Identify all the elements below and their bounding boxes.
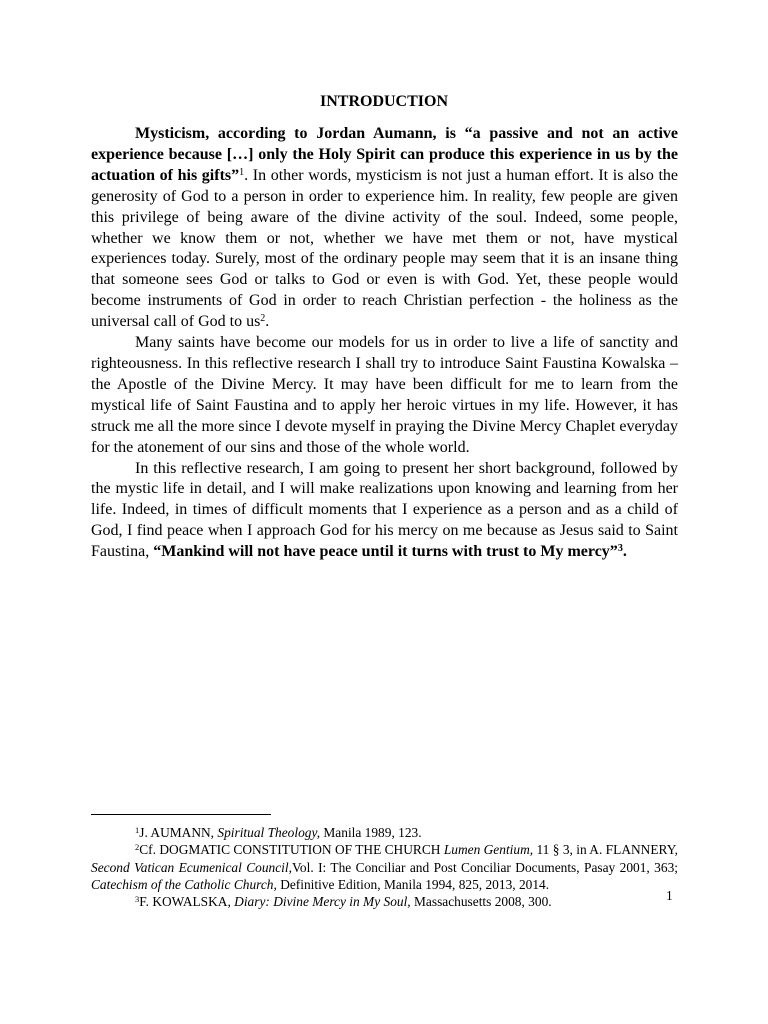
footnote-3-author: F. KOWALSKA,: [139, 894, 235, 910]
paragraph-3-text: In this reflective research, I am going to present her short background, followed by the mystic life in detail, and I will make realizations upon knowing and learning from her life. Indeed, in times of difficult moments that I experience as a person and as a child of God, I find peace when I approach God for his mercy on me because as Jesus said to Saint Faustina,: [91, 459, 678, 561]
jesus-quote: “Mankind will not have peace until it turns with trust to My mercy”: [153, 543, 618, 561]
footnote-3-work: Diary: Divine Mercy in My Soul,: [234, 894, 411, 910]
footnote-1-work: Spiritual Theology,: [217, 825, 321, 840]
paragraph-3: [91, 459, 678, 564]
body-text: [91, 124, 678, 563]
page-title: INTRODUCTION: [319, 93, 448, 110]
footnote-2-number: 2: [135, 842, 140, 853]
footnote-3-rest: Massachusetts 2008, 300.: [410, 894, 552, 910]
footnote-2-source: Cf. DOGMATIC CONSTITUTION OF THE CHURCH: [139, 842, 444, 858]
footnote-1: [91, 824, 678, 841]
paragraph-2: Many saints have become our models for us in order to live a life of sanctity and righteousness. In this reflective research I shall try to introduce Saint Faustina Kowalska – the Apostle of the Divine Mercy. It may have been difficult for me to learn from the mystical life of Saint Faustina and to apply her heroic virtues in my life. However, it has struck me all the more since I devote myself in praying the Divine Mercy Chaplet everyday for the atonement of our sins and those of the whole world.: [91, 334, 678, 456]
footnote-1-author: J. AUMANN,: [139, 825, 218, 840]
footnote-ref-2[interactable]: 2: [260, 313, 266, 325]
footnote-3-number: 3: [135, 894, 140, 905]
paragraph-1-text: . In other words, mysticism is not just a human effort. It is also the generosity of God to a person in order to experience him. In reality, few people are given this privilege of being aware of the divine activity of the soul. Indeed, some people, whether we know them or not, whether we have met them or not, have mystical experiences today. Surely, most of the ordinary people may seem that it is an insane thing that someone sees God or talks to God or even is with God. Yet, these people would become instruments of God in order to reach Christian perfection - the holiness as the universal call of God to us: [91, 166, 679, 331]
footnote-ref-3[interactable]: 3: [617, 543, 623, 555]
footnote-2: [91, 841, 678, 893]
footnote-2-council-title: Second Vatican Ecumenical Council,: [91, 859, 292, 875]
footnote-2-catechism: Catechism of the Catholic Church,: [91, 876, 277, 892]
footnote-1-rest: Manila 1989, 123.: [320, 825, 422, 840]
footnote-2-edition: Definitive Edition, Manila 1994, 825, 2013, 2014.: [276, 876, 550, 892]
footnote-2-editor: 11 § 3, in A. FLANNERY,: [533, 842, 678, 858]
footnote-separator: [91, 814, 271, 815]
footnote-2-volume: Vol. I: The Conciliar and Post Conciliar Documents, Pasay 2001, 363;: [291, 859, 678, 875]
page-number: 1: [666, 888, 673, 903]
aumann-quote: Mysticism, according to Jordan Aumann, is “a passive and not an active experience because […] only the Holy Spirit can produce this experience in us by the actuation of his gifts”: [91, 125, 678, 184]
footnotes: [91, 824, 678, 910]
footnote-3: [91, 893, 678, 910]
footnote-ref-1[interactable]: 1: [239, 166, 245, 178]
footnote-1-number: 1: [135, 825, 140, 835]
paragraph-3-end: .: [622, 543, 627, 561]
paragraph-1: [91, 124, 678, 333]
footnote-2-lumen-gentium: Lumen Gentium,: [443, 842, 534, 858]
paragraph-1-end: .: [265, 313, 270, 331]
